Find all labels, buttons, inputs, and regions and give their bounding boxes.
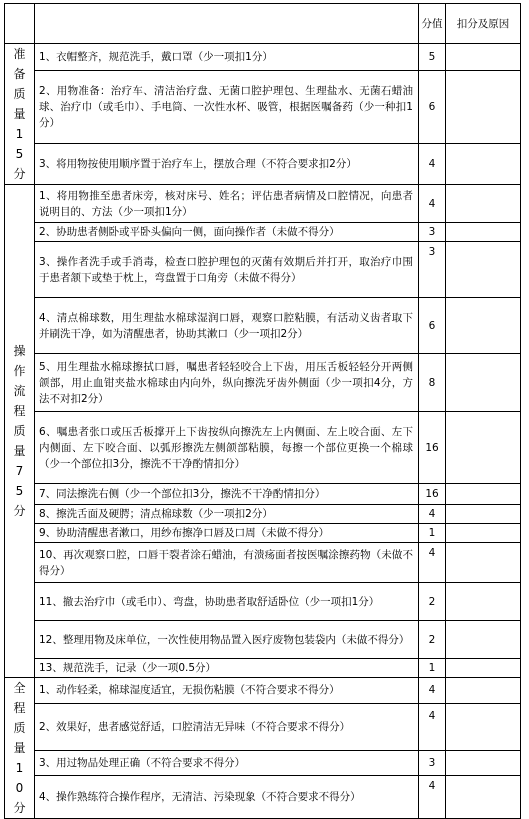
table-row — [5, 583, 521, 621]
item-text: 10、再次观察口腔，口唇干裂者涂石蜡油，有溃疡面者按医嘱涂擦药物（未做不得分） — [35, 543, 419, 583]
section-category-preparation — [5, 44, 35, 185]
deduction-cell[interactable] — [446, 185, 521, 223]
table-row — [5, 354, 521, 412]
item-text: 5、用生理盐水棉球擦拭口唇，嘱患者轻轻咬合上下齿，用压舌板轻轻分开两侧颌部，用止血钳夹盐水棉球由内向外，纵向擦洗牙齿外侧面（少一项扣4分，方法不对扣2分） — [35, 354, 419, 412]
item-text: 6、嘱患者张口或压舌板撑开上下齿按纵向擦洗左上内侧面、左上咬合面、左下内侧面、左下咬合面、以弧形擦洗左侧颌部粘膜，每擦一个部位更换一个棉球（少一个部位扣3分，擦洗不干净酌情扣分） — [35, 412, 419, 484]
item-points: 4 — [419, 185, 446, 223]
deduction-cell[interactable] — [446, 354, 521, 412]
table-row — [5, 703, 521, 750]
item-text: 1、将用物推至患者床旁，核对床号、姓名；评估患者病情及口腔情况，向患者说明目的、方法（少一项扣1分） — [35, 185, 419, 223]
deduction-cell[interactable] — [446, 524, 521, 543]
item-text: 3、操作者洗手或手消毒，检查口腔护理包的灭菌有效期后并打开，取治疗巾围于患者颔下或垫于枕上，弯盘置于口角旁（未做不得分） — [35, 242, 419, 298]
item-text: 9、协助清醒患者漱口，用纱布擦净口唇及口周（未做不得分） — [35, 524, 419, 543]
item-points: 4 — [419, 703, 446, 750]
item-points: 6 — [419, 298, 446, 354]
deduction-cell[interactable] — [446, 223, 521, 242]
item-points: 1 — [419, 524, 446, 543]
deduction-cell[interactable] — [446, 659, 521, 678]
item-text: 13、规范洗手，记录（少一项0.5分） — [35, 659, 419, 678]
deduction-cell[interactable] — [446, 543, 521, 583]
item-points: 2 — [419, 621, 446, 659]
table-row — [5, 484, 521, 505]
deduction-cell[interactable] — [446, 750, 521, 776]
category-label: 操作流程质量75分 — [13, 344, 26, 518]
item-text: 3、用过物品处理正确（不符合要求不得分） — [35, 750, 419, 776]
item-points: 1 — [419, 659, 446, 678]
table-row — [5, 776, 521, 819]
header-points-cell: 分值 — [419, 4, 446, 44]
header-row — [5, 4, 521, 44]
table-row — [5, 412, 521, 484]
item-text: 1、衣帽整齐，规范洗手，戴口罩（少一项扣1分） — [35, 44, 419, 71]
item-text: 3、将用物按使用顺序置于治疗车上，摆放合理（不符合要求扣2分） — [35, 143, 419, 184]
table-row — [5, 543, 521, 583]
deduction-cell[interactable] — [446, 412, 521, 484]
header-deduction-cell: 扣分及原因 — [446, 4, 521, 44]
item-points: 4 — [419, 776, 446, 819]
deduction-cell[interactable] — [446, 678, 521, 704]
table-row — [5, 621, 521, 659]
item-points: 4 — [419, 678, 446, 704]
table-row — [5, 678, 521, 704]
item-text: 7、同法擦洗右侧（少一个部位扣3分，擦洗不干净酌情扣分） — [35, 484, 419, 505]
deduction-cell[interactable] — [446, 583, 521, 621]
item-text: 8、擦洗舌面及硬腭；清点棉球数（少一项扣2分） — [35, 505, 419, 524]
item-points: 16 — [419, 412, 446, 484]
table-row — [5, 44, 521, 71]
item-text: 12、整理用物及床单位，一次性使用物品置入医疗废物包装袋内（未做不得分） — [35, 621, 419, 659]
scoring-table — [4, 3, 521, 819]
table-row — [5, 242, 521, 298]
item-points: 8 — [419, 354, 446, 412]
item-points: 3 — [419, 242, 446, 298]
item-points: 5 — [419, 44, 446, 71]
table-row — [5, 223, 521, 242]
item-text: 4、清点棉球数，用生理盐水棉球湿润口唇，观察口腔粘膜，有活动义齿者取下并刷洗干净，如为清醒患者，协助其漱口（少一项扣2分） — [35, 298, 419, 354]
item-text: 2、协助患者侧卧或平卧头偏向一侧，面向操作者（未做不得分） — [35, 223, 419, 242]
table-row — [5, 750, 521, 776]
category-label: 准备质量15分 — [13, 47, 26, 181]
header-content-cell — [35, 4, 419, 44]
table-row — [5, 143, 521, 184]
category-label: 全程质量10分 — [13, 681, 26, 815]
item-points: 4 — [419, 543, 446, 583]
deduction-cell[interactable] — [446, 484, 521, 505]
item-points: 4 — [419, 505, 446, 524]
item-text: 2、效果好，患者感觉舒适，口腔清洁无异味（不符合要求不得分） — [35, 703, 419, 750]
deduction-cell[interactable] — [446, 143, 521, 184]
item-text: 11、撤去治疗巾（或毛巾）、弯盘，协助患者取舒适卧位（少一项扣1分） — [35, 583, 419, 621]
table-row — [5, 298, 521, 354]
deduction-cell[interactable] — [446, 621, 521, 659]
item-points: 2 — [419, 583, 446, 621]
section-category-procedure — [5, 185, 35, 678]
deduction-cell[interactable] — [446, 242, 521, 298]
deduction-cell[interactable] — [446, 703, 521, 750]
item-text: 4、操作熟练符合操作程序，无清洁、污染现象（不符合要求不得分） — [35, 776, 419, 819]
header-category-cell — [5, 4, 35, 44]
deduction-cell[interactable] — [446, 44, 521, 71]
item-points: 6 — [419, 70, 446, 143]
table-row — [5, 524, 521, 543]
table-row — [5, 185, 521, 223]
deduction-cell[interactable] — [446, 776, 521, 819]
item-points: 16 — [419, 484, 446, 505]
item-text: 2、用物准备：治疗车、清洁治疗盘、无菌口腔护理包、生理盐水、无菌石蜡油球、治疗巾（或毛巾）、手电筒、一次性水杯、吸管，根据医嘱备药（少一种扣1分） — [35, 70, 419, 143]
table-row — [5, 70, 521, 143]
deduction-cell[interactable] — [446, 505, 521, 524]
table-row — [5, 505, 521, 524]
item-points: 4 — [419, 143, 446, 184]
deduction-cell[interactable] — [446, 70, 521, 143]
table-row — [5, 659, 521, 678]
section-category-overall — [5, 678, 35, 819]
deduction-cell[interactable] — [446, 298, 521, 354]
item-text: 1、动作轻柔，棉球湿度适宜，无损伤粘膜（不符合要求不得分） — [35, 678, 419, 704]
item-points: 3 — [419, 223, 446, 242]
item-points: 3 — [419, 750, 446, 776]
